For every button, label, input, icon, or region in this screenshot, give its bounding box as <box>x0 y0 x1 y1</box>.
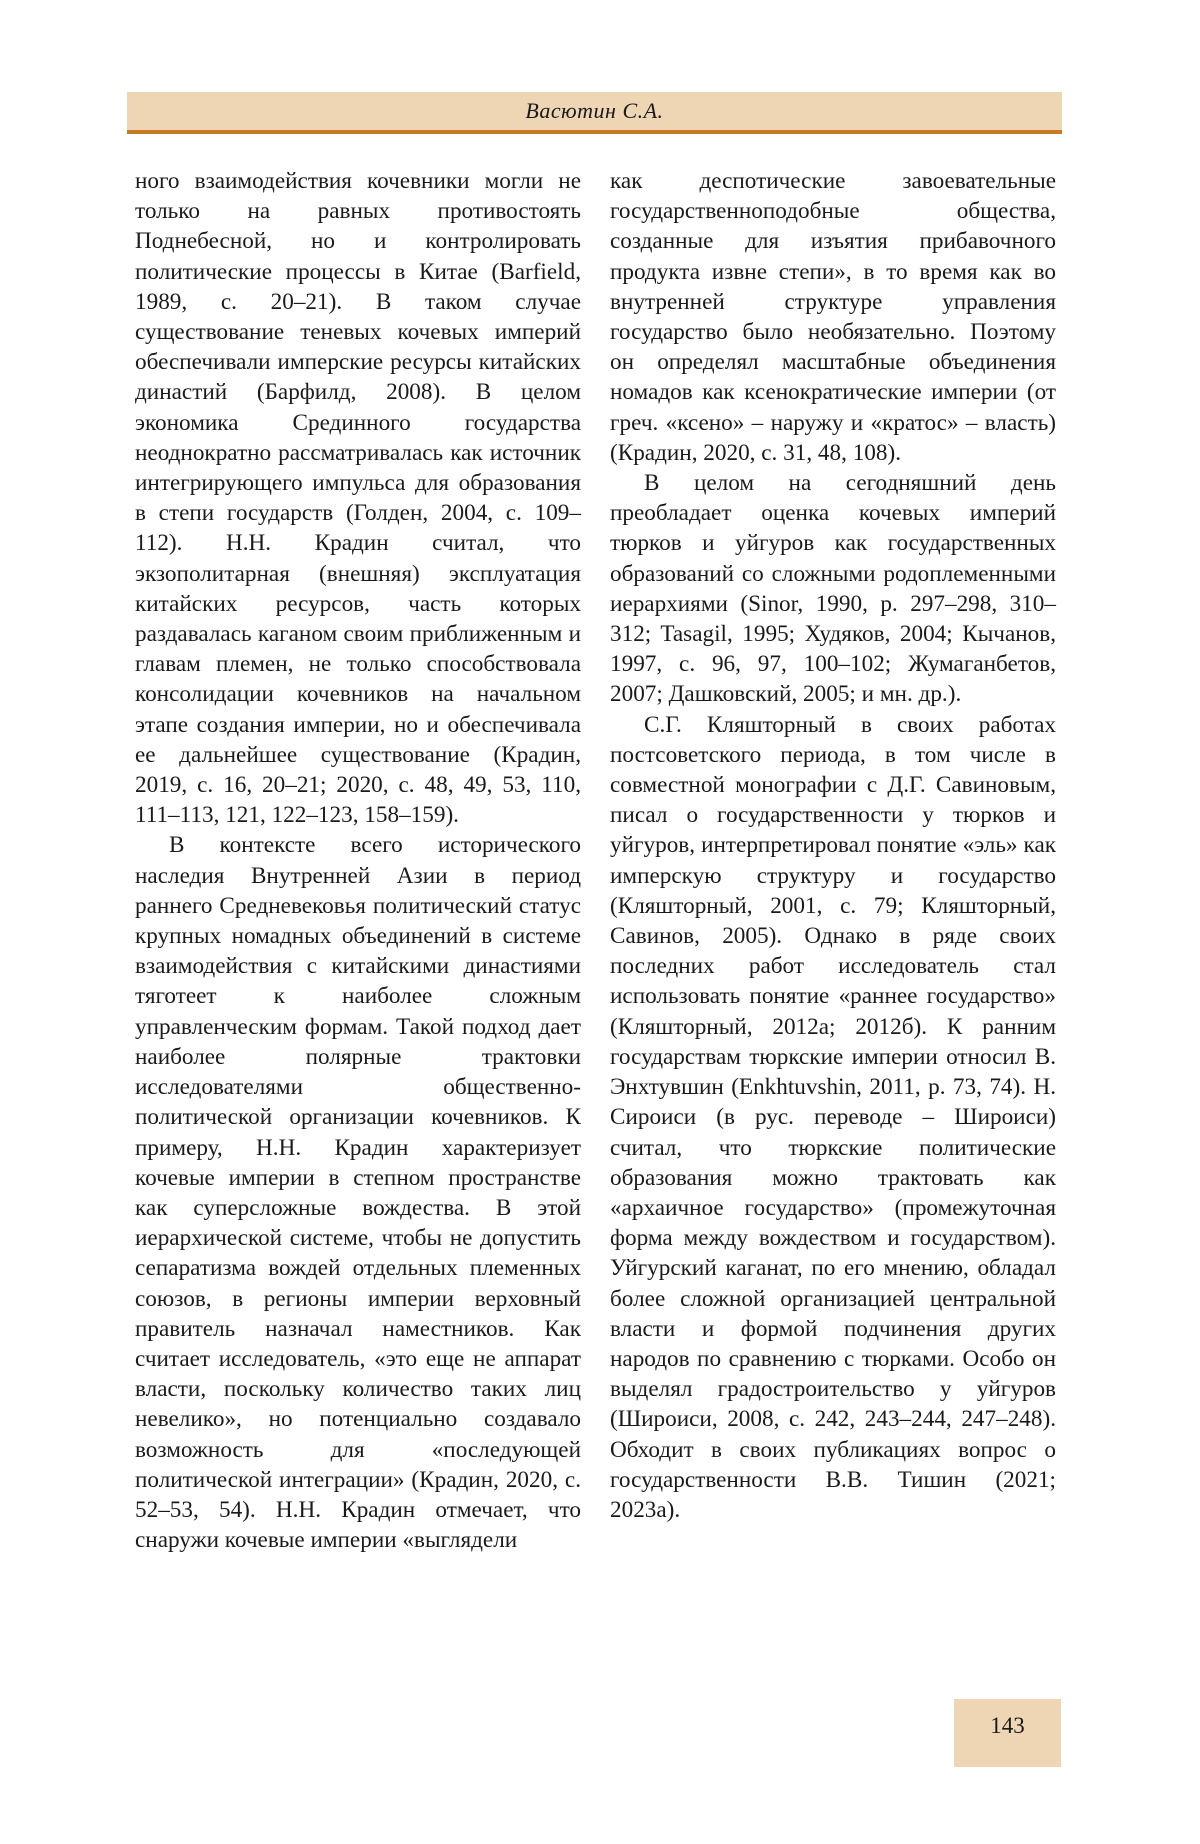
paragraph: В контексте всего исторического наследия Внутренней Азии в период раннего Средневековья политический статус крупных номадных объединений в системе взаимодействия с китайскими династиями тяготеет к наиболее сложным управленческим формам. Такой подход дает наиболее полярные трактовки исследователями общественно-политической организации кочевников. К примеру, Н.Н. Крадин характеризует кочевые империи в степном пространстве как суперсложные вождества. В этой иерархической системе, чтобы не допустить сепаратизма вождей отдельных племенных союзов, в регионы империи верховный правитель назначал наместников. Как считает исследователь, «это еще не аппарат власти, поскольку количество таких лиц невелико», но потенциально создавало возможность для «последующей политической интеграции» (Крадин, 2020, с. 52–53, 54). Н.Н. Крадин отмечает, что снаружи кочевые империи «выглядели <box>135 832 581 1554</box>
paragraph: как деспотические завоевательные государственноподобные общества, созданные для изъятия прибавочного продукта извне степи», в то время как во внутренней структуре управления государство было необязательно. Поэтому он определял масштабные объединения номадов как ксенократические империи (от греч. «ксено» – наружу и «кратос» – власть) (Крадин, 2020, с. 31, 48, 108). <box>610 168 1056 466</box>
paragraph: С.Г. Кляшторный в своих работах постсоветского периода, в том числе в совместной монографии с Д.Г. Савиновым, писал о государственности у тюрков и уйгуров, интерпретировал понятие «эль» как имперскую структуру и государство (Кляшторный, 2001, с. 79; Кляшторный, Савинов, 2005). Однако в ряде своих последних работ исследователь стал использовать понятие «раннее государство» (Кляшторный, 2012а; 2012б). К ранним государствам тюркские империи относил В. Энхтувшин (Enkhtuvshin, 2011, p. 73, 74). Н. Сироиси (в рус. переводе – Широиси) считал, что тюркские политические образования можно трактовать как «архаичное государство» (промежуточная форма между вождеством и государством). Уйгурский каганат, по его мнению, обладал более сложной организацией центральной власти и формой подчинения других народов по сравнению с тюрками. Особо он выделял градостроительство у уйгуров (Широиси, 2008, с. 242, 243–244, 247–248). Обходит в своих публикациях вопрос о государственности В.В. Тишин (2021; 2023а). <box>610 711 1056 1523</box>
running-header <box>127 92 1062 134</box>
page-number-box <box>954 1699 1061 1767</box>
text-column-right <box>610 166 1056 1525</box>
page-number: 143 <box>990 1713 1025 1738</box>
paragraph: ного взаимодействия кочевники могли не только на равных противостоять Поднебесной, но и контролировать политические процессы в Китае (Barfield, 1989, с. 20–21). В таком случае существование теневых кочевых империй обеспечивали имперские ресурсы китайских династий (Барфилд, 2008). В целом экономика Срединного государства неоднократно рассматривалась как источник интегрирующего импульса для образования в степи государств (Голден, 2004, с. 109–112). Н.Н. Крадин считал, что экзополитарная (внешняя) эксплуатация китайских ресурсов, часть которых раздавалась каганом своим приближенным и главам племен, не только способствовала консолидации кочевников на начальном этапе создания империи, но и обеспечивала ее дальнейшее существование (Крадин, 2019, с. 16, 20–21; 2020, с. 48, 49, 53, 110, 111–113, 121, 122–123, 158–159). <box>135 168 581 829</box>
running-header-author: Васютин С.А. <box>525 98 664 123</box>
paragraph: В целом на сегодняшний день преобладает оценка кочевых империй тюрков и уйгуров как государственных образований со сложными родоплеменными иерархиями (Sinor, 1990, p. 297–298, 310–312; Tasagil, 1995; Худяков, 2004; Кычанов, 1997, с. 96, 97, 100–102; Жумаганбетов, 2007; Дашковский, 2005; и мн. др.). <box>610 470 1056 708</box>
text-column-left <box>135 166 581 1555</box>
